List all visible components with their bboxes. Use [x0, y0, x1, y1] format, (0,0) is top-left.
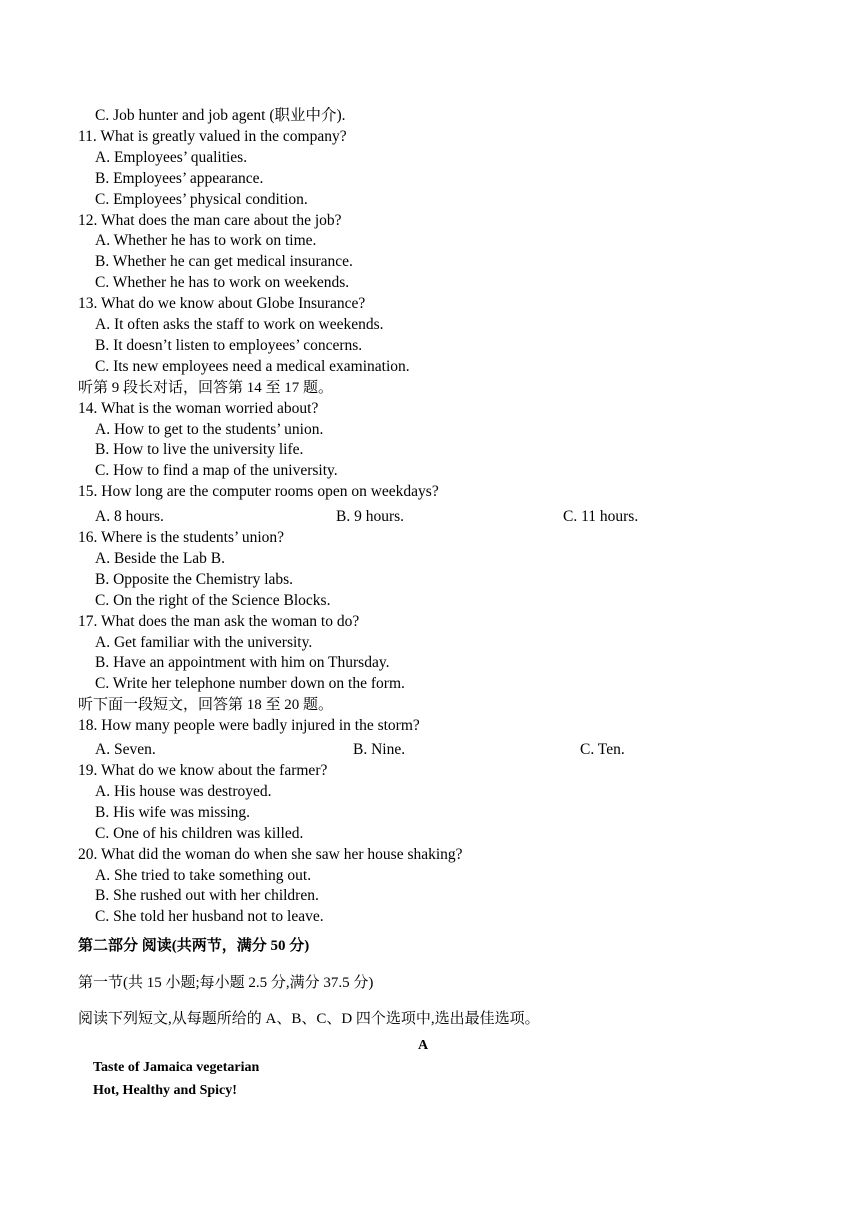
q18-option-c: C. Ten.	[580, 741, 625, 758]
question-15-options	[78, 507, 778, 527]
passage-subtitle: Hot, Healthy and Spicy!	[93, 1083, 237, 1098]
q15-option-c: C. 11 hours.	[563, 508, 639, 525]
reading-instruction: 阅读下列短文,从每题所给的 A、B、C、D 四个选项中,选出最佳选项。	[78, 1011, 540, 1027]
option-line: B. Have an appointment with him on Thursday.	[95, 654, 390, 672]
option-line: C. Employees’ physical condition.	[95, 190, 308, 208]
question-line: 17. What does the man ask the woman to do?	[78, 612, 360, 630]
q15-option-b: B. 9 hours.	[336, 508, 405, 525]
question-line: 13. What do we know about Globe Insurance?	[78, 295, 366, 313]
q15-option-a: A. 8 hours.	[95, 508, 164, 525]
option-line: B. She rushed out with her children.	[95, 887, 319, 905]
section-one-title: 第一节(共 15 小题;每小题 2.5 分,满分 37.5 分)	[78, 975, 374, 991]
option-line: C. Write her telephone number down on the form.	[95, 675, 405, 693]
option-line: A. Beside the Lab B.	[95, 549, 226, 567]
option-line: C. Whether he has to work on weekends.	[95, 274, 350, 292]
part-two-title: 第二部分 阅读(共两节，满分 50 分)	[78, 938, 310, 954]
option-line: A. Whether he has to work on time.	[95, 232, 317, 250]
question-18-options	[78, 740, 778, 760]
question-line: 19. What do we know about the farmer?	[78, 762, 328, 779]
option-line: C. On the right of the Science Blocks.	[95, 591, 331, 609]
option-line: C. One of his children was killed.	[95, 824, 304, 842]
option-line: A. How to get to the students’ union.	[95, 420, 324, 438]
option-line: B. His wife was missing.	[95, 803, 250, 821]
question-line: 11. What is greatly valued in the company?	[78, 127, 347, 145]
passage-label: A	[418, 1038, 429, 1053]
option-line: C. Its new employees need a medical examination.	[95, 357, 410, 375]
option-line: A. She tried to take something out.	[95, 866, 312, 884]
question-line: 16. Where is the students’ union?	[78, 529, 285, 546]
section-instruction: 听下面一段短文，回答第 18 至 20 题。	[78, 697, 334, 714]
passage-title: Taste of Jamaica vegetarian	[93, 1060, 260, 1075]
option-line: C. Job hunter and job agent (职业中介).	[95, 107, 346, 124]
question-line: 12. What does the man care about the job?	[78, 211, 342, 229]
option-line: A. Get familiar with the university.	[95, 633, 313, 651]
option-line: B. Employees’ appearance.	[95, 169, 264, 187]
option-line: C. How to find a map of the university.	[95, 462, 338, 480]
option-line: B. Opposite the Chemistry labs.	[95, 570, 294, 588]
option-line: B. Whether he can get medical insurance.	[95, 253, 353, 271]
q18-option-b: B. Nine.	[353, 741, 406, 758]
option-line: B. How to live the university life.	[95, 441, 304, 459]
question-line: 14. What is the woman worried about?	[78, 399, 319, 417]
option-line: A. His house was destroyed.	[95, 782, 272, 800]
option-line: A. It often asks the staff to work on weekends.	[95, 316, 384, 333]
question-line: 18. How many people were badly injured in the storm?	[78, 717, 420, 735]
option-line: C. She told her husband not to leave.	[95, 908, 324, 926]
question-line: 15. How long are the computer rooms open on weekdays?	[78, 483, 439, 501]
q18-option-a: A. Seven.	[95, 741, 156, 758]
section-instruction: 听第 9 段长对话，回答第 14 至 17 题。	[78, 379, 334, 396]
option-line: A. Employees’ qualities.	[95, 148, 248, 166]
question-line: 20. What did the woman do when she saw her house shaking?	[78, 845, 463, 863]
option-line: B. It doesn’t listen to employees’ concerns.	[95, 336, 363, 354]
